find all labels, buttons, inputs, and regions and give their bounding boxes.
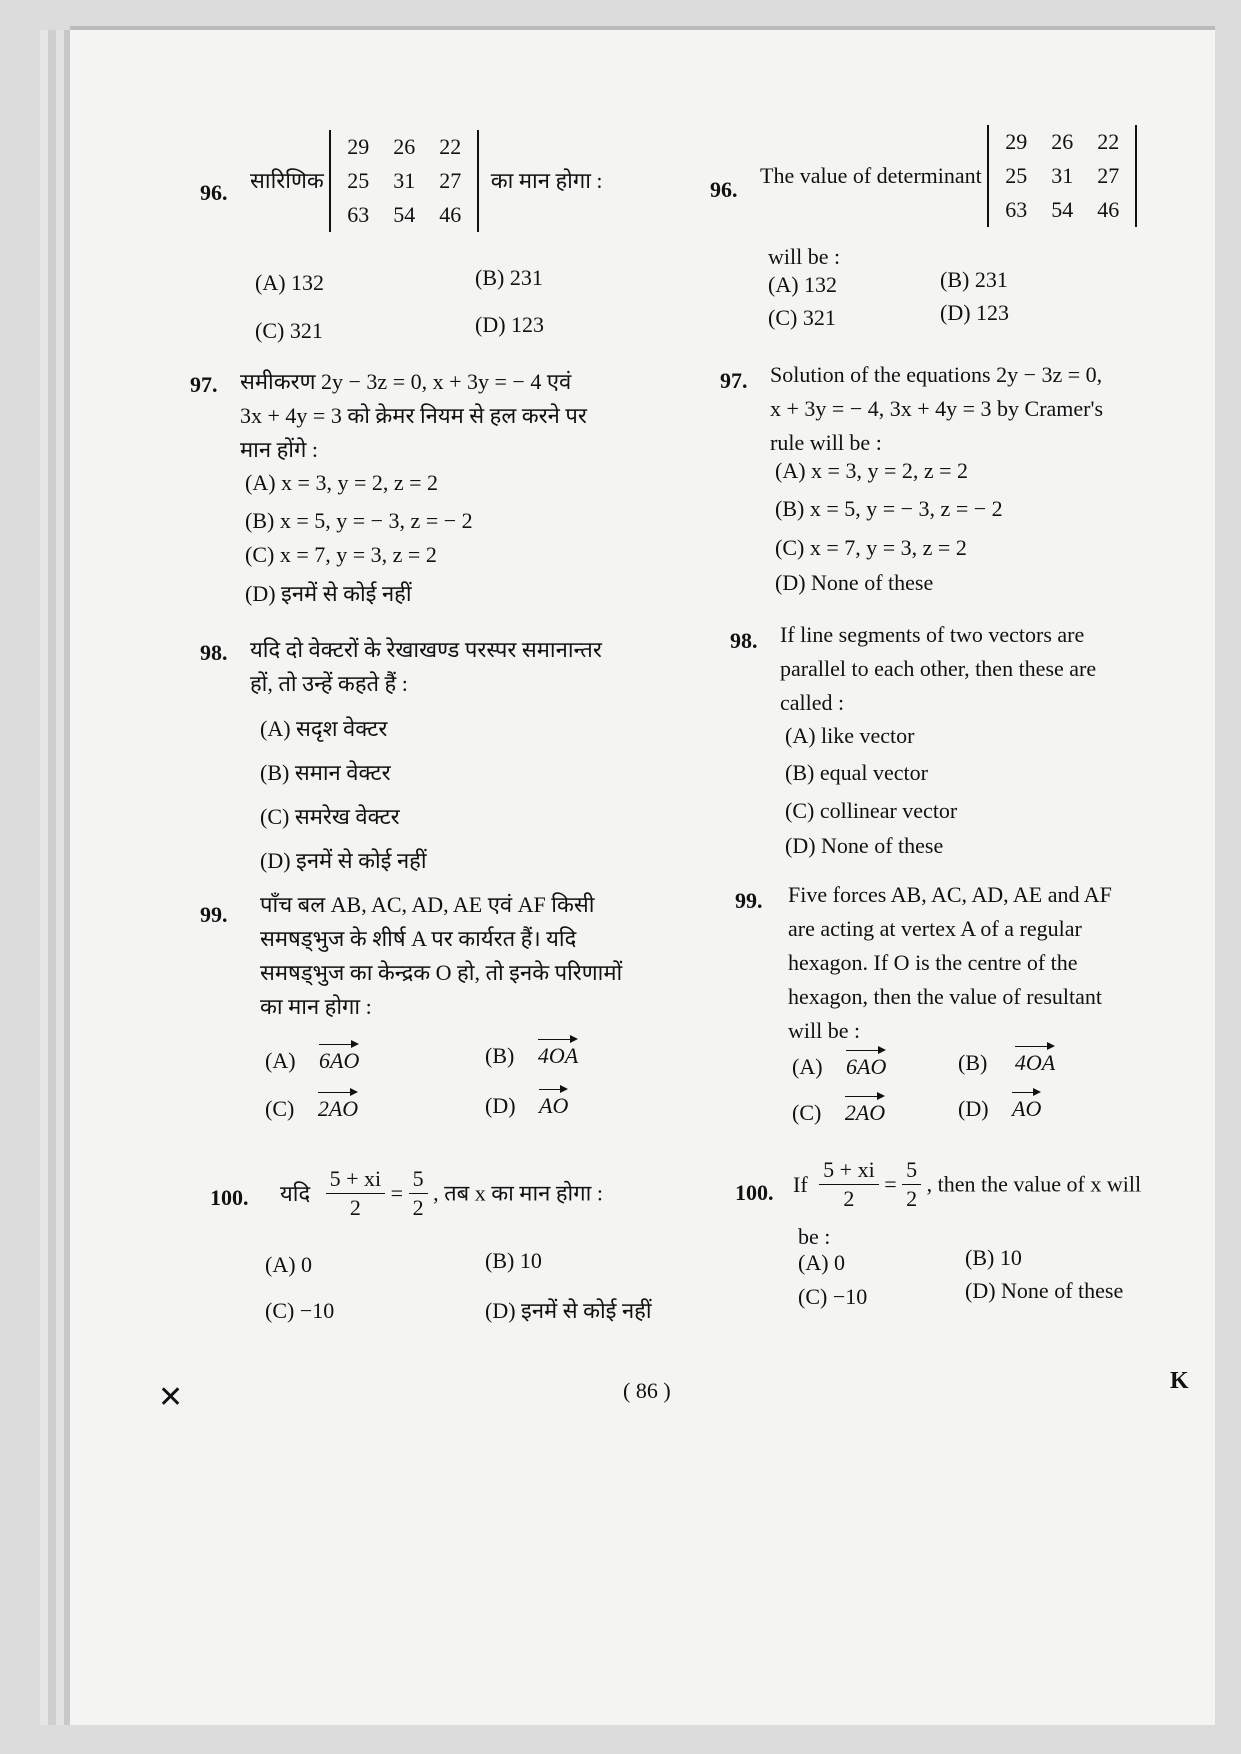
q96-stem-en — [760, 125, 1190, 227]
q98-option-a-hi[interactable]: (A) सदृश वेक्टर — [260, 716, 388, 741]
fraction-denominator: 2 — [906, 1186, 918, 1211]
q99-line3-hi: समषड्भुज का केन्द्रक O हो, तो इनके परिणामों — [260, 960, 623, 985]
q98-number-hi: 98. — [200, 640, 228, 665]
q96-option-b-hi[interactable]: (B) 231 — [475, 265, 543, 290]
q96-matrix-hi — [329, 130, 479, 232]
fraction-numerator: 5 + xi — [326, 1165, 386, 1194]
q98-option-c-hi[interactable]: (C) समरेख वेक्टर — [260, 804, 400, 829]
vector-value: 4OA — [538, 1035, 578, 1069]
matrix-cell: 26 — [393, 134, 416, 159]
q96-number-en: 96. — [710, 177, 738, 202]
vector-value: 2AO — [318, 1088, 358, 1122]
fraction-numerator: 5 — [409, 1165, 428, 1194]
cross-mark-icon: ✕ — [158, 1380, 184, 1415]
q100-option-a-hi[interactable]: (A) 0 — [265, 1252, 313, 1277]
q98-stem-en — [780, 618, 1200, 720]
q99-option-a-en[interactable] — [792, 1046, 886, 1080]
q97-number-hi: 97. — [190, 372, 218, 397]
q97-option-c-en[interactable]: (C) x = 7, y = 3, z = 2 — [775, 535, 967, 560]
q96-post-en: will be : — [768, 244, 841, 269]
fraction-numerator: 5 — [902, 1156, 921, 1185]
option-label: (D) — [485, 1093, 516, 1118]
q97-line3-en: rule will be : — [770, 430, 882, 455]
fraction — [902, 1156, 921, 1213]
q97-option-a-hi[interactable]: (A) x = 3, y = 2, z = 2 — [245, 470, 439, 495]
matrix-cell: 29 — [1005, 129, 1028, 154]
q99-option-c-en[interactable] — [792, 1092, 885, 1126]
vector-value: AO — [539, 1085, 568, 1119]
q100-line2-en: be : — [798, 1224, 831, 1249]
q99-option-a-hi[interactable] — [265, 1040, 359, 1074]
set-code: K — [1170, 1368, 1189, 1394]
fraction-numerator: 5 + xi — [819, 1156, 879, 1185]
matrix-cell: 54 — [393, 202, 416, 227]
q99-line4-en: hexagon, then the value of resultant — [788, 984, 1103, 1009]
q97-number-en: 97. — [720, 368, 748, 393]
matrix-cell: 46 — [1097, 197, 1120, 222]
q98-line3-en: called : — [780, 690, 845, 715]
matrix-cell: 27 — [439, 168, 462, 193]
q97-line1-hi: समीकरण 2y − 3z = 0, x + 3y = − 4 एवं — [240, 369, 572, 394]
q100-option-d-hi[interactable]: (D) इनमें से कोई नहीं — [485, 1298, 652, 1323]
q96-option-d-en[interactable]: (D) 123 — [940, 300, 1010, 325]
q98-option-a-en[interactable]: (A) like vector — [785, 723, 915, 748]
vector-value: 4OA — [1015, 1042, 1055, 1076]
q98-option-b-en[interactable]: (B) equal vector — [785, 760, 928, 785]
q99-line1-hi: पाँच बल AB, AC, AD, AE एवं AF किसी — [260, 892, 595, 917]
q99-number-en: 99. — [735, 888, 763, 913]
q96-pre-hi: सारिणिक — [250, 168, 324, 193]
q99-line5-en: will be : — [788, 1018, 861, 1043]
q98-option-c-en[interactable]: (C) collinear vector — [785, 798, 958, 823]
matrix-cell: 22 — [1097, 129, 1120, 154]
q100-stem-hi — [280, 1165, 720, 1222]
vector-value: 2AO — [845, 1092, 885, 1126]
q100-stem-en — [793, 1156, 1213, 1213]
matrix-cell: 46 — [439, 202, 462, 227]
q98-stem-hi — [250, 633, 720, 701]
q99-line2-hi: समषड्भुज के शीर्ष A पर कार्यरत हैं। यदि — [260, 926, 577, 951]
q97-option-c-hi[interactable]: (C) x = 7, y = 3, z = 2 — [245, 542, 437, 567]
q98-line1-hi: यदि दो वेक्टरों के रेखाखण्ड परस्पर समानान्तर — [250, 637, 602, 662]
q96-matrix-en — [987, 125, 1137, 227]
q96-option-d-hi[interactable]: (D) 123 — [475, 312, 545, 337]
matrix-cell: 63 — [1005, 197, 1028, 222]
q99-line3-en: hexagon. If O is the centre of the — [788, 950, 1078, 975]
q100-option-a-en[interactable]: (A) 0 — [798, 1250, 846, 1275]
q97-line2-hi: 3x + 4y = 3 को क्रेमर नियम से हल करने पर — [240, 403, 587, 428]
q97-line1-en: Solution of the equations 2y − 3z = 0, — [770, 362, 1103, 387]
page-number: ( 86 ) — [623, 1378, 671, 1403]
fraction — [326, 1165, 386, 1222]
q100-option-b-hi[interactable]: (B) 10 — [485, 1248, 542, 1273]
q100-option-c-en[interactable]: (C) −10 — [798, 1284, 868, 1309]
q100-option-c-hi[interactable]: (C) −10 — [265, 1298, 335, 1323]
q96-option-b-en[interactable]: (B) 231 — [940, 267, 1008, 292]
q96-stem-hi — [250, 130, 710, 232]
q97-stem-en — [770, 358, 1200, 460]
q100-number-hi: 100. — [210, 1185, 249, 1210]
equals-sign: = — [390, 1180, 404, 1206]
q97-stem-hi — [240, 365, 720, 467]
q96-option-a-en[interactable]: (A) 132 — [768, 272, 838, 297]
equals-sign: = — [884, 1171, 897, 1197]
matrix-cell: 27 — [1097, 163, 1120, 188]
option-label: (A) — [792, 1054, 823, 1079]
q99-option-d-hi[interactable] — [485, 1085, 568, 1119]
option-label: (B) — [958, 1050, 988, 1075]
q98-line2-hi: हों, तो उन्हें कहते हैं : — [250, 671, 408, 696]
matrix-cell: 31 — [1051, 163, 1074, 188]
q100-option-b-en[interactable]: (B) 10 — [965, 1245, 1022, 1270]
q100-post-hi: , तब x का मान होगा : — [433, 1180, 603, 1206]
q99-number-hi: 99. — [200, 902, 228, 927]
matrix-cell: 25 — [1005, 163, 1028, 188]
q99-option-b-hi[interactable] — [485, 1035, 578, 1069]
q100-post-en: , then the value of x will — [926, 1171, 1142, 1197]
q99-option-d-en[interactable] — [958, 1088, 1041, 1122]
q96-option-c-en[interactable]: (C) 321 — [768, 305, 836, 330]
q97-line3-hi: मान होंगे : — [240, 437, 318, 462]
fraction — [409, 1165, 428, 1222]
fraction-denominator: 2 — [843, 1186, 855, 1211]
matrix-cell: 22 — [439, 134, 462, 159]
q99-line1-en: Five forces AB, AC, AD, AE and AF — [788, 882, 1112, 907]
q98-option-d-en[interactable]: (D) None of these — [785, 833, 944, 858]
fraction — [819, 1156, 879, 1213]
q98-option-b-hi[interactable]: (B) समान वेक्टर — [260, 760, 391, 785]
q98-option-d-hi[interactable]: (D) इनमें से कोई नहीं — [260, 848, 427, 873]
q99-line2-en: are acting at vertex A of a regular — [788, 916, 1082, 941]
vector-value: 6AO — [319, 1040, 359, 1074]
vector-value: AO — [1012, 1088, 1041, 1122]
q97-option-b-hi[interactable]: (B) x = 5, y = − 3, z = − 2 — [245, 508, 473, 533]
q96-option-a-hi[interactable]: (A) 132 — [255, 270, 325, 295]
matrix-cell: 25 — [347, 168, 370, 193]
q99-option-c-hi[interactable] — [265, 1088, 358, 1122]
q96-post-hi: का मान होगा : — [490, 168, 603, 193]
option-label: (B) — [485, 1043, 515, 1068]
matrix-cell: 63 — [347, 202, 370, 227]
q100-option-d-en[interactable]: (D) None of these — [965, 1278, 1124, 1303]
q98-line1-en: If line segments of two vectors are — [780, 622, 1085, 647]
q99-option-b-en[interactable] — [958, 1042, 1055, 1076]
matrix-cell: 26 — [1051, 129, 1074, 154]
q99-stem-hi — [260, 888, 720, 1024]
matrix-cell: 31 — [393, 168, 416, 193]
q100-pre-en: If — [793, 1171, 808, 1197]
fraction-denominator: 2 — [412, 1195, 424, 1220]
q99-line4-hi: का मान होगा : — [260, 994, 372, 1019]
q96-number-hi: 96. — [200, 180, 228, 205]
matrix-cell: 54 — [1051, 197, 1074, 222]
q96-pre-en: The value of determinant — [760, 163, 982, 188]
q97-option-b-en[interactable]: (B) x = 5, y = − 3, z = − 2 — [775, 496, 1003, 521]
q97-option-d-hi[interactable]: (D) इनमें से कोई नहीं — [245, 581, 412, 606]
option-label: (D) — [958, 1096, 989, 1121]
q96-option-c-hi[interactable]: (C) 321 — [255, 318, 323, 343]
matrix-cell: 29 — [347, 134, 370, 159]
q97-line2-en: x + 3y = − 4, 3x + 4y = 3 by Cramer's — [770, 396, 1104, 421]
q97-option-a-en[interactable]: (A) x = 3, y = 2, z = 2 — [775, 458, 969, 483]
q100-pre-hi: यदि — [280, 1180, 311, 1206]
fraction-denominator: 2 — [349, 1195, 361, 1220]
option-label: (C) — [265, 1096, 295, 1121]
exam-page — [70, 30, 1215, 1725]
option-label: (C) — [792, 1100, 822, 1125]
q98-line2-en: parallel to each other, then these are — [780, 656, 1097, 681]
option-label: (A) — [265, 1048, 296, 1073]
vector-value: 6AO — [846, 1046, 886, 1080]
q99-stem-en — [788, 878, 1208, 1048]
q97-option-d-en[interactable]: (D) None of these — [775, 570, 934, 595]
q98-number-en: 98. — [730, 628, 758, 653]
q100-number-en: 100. — [735, 1180, 774, 1205]
